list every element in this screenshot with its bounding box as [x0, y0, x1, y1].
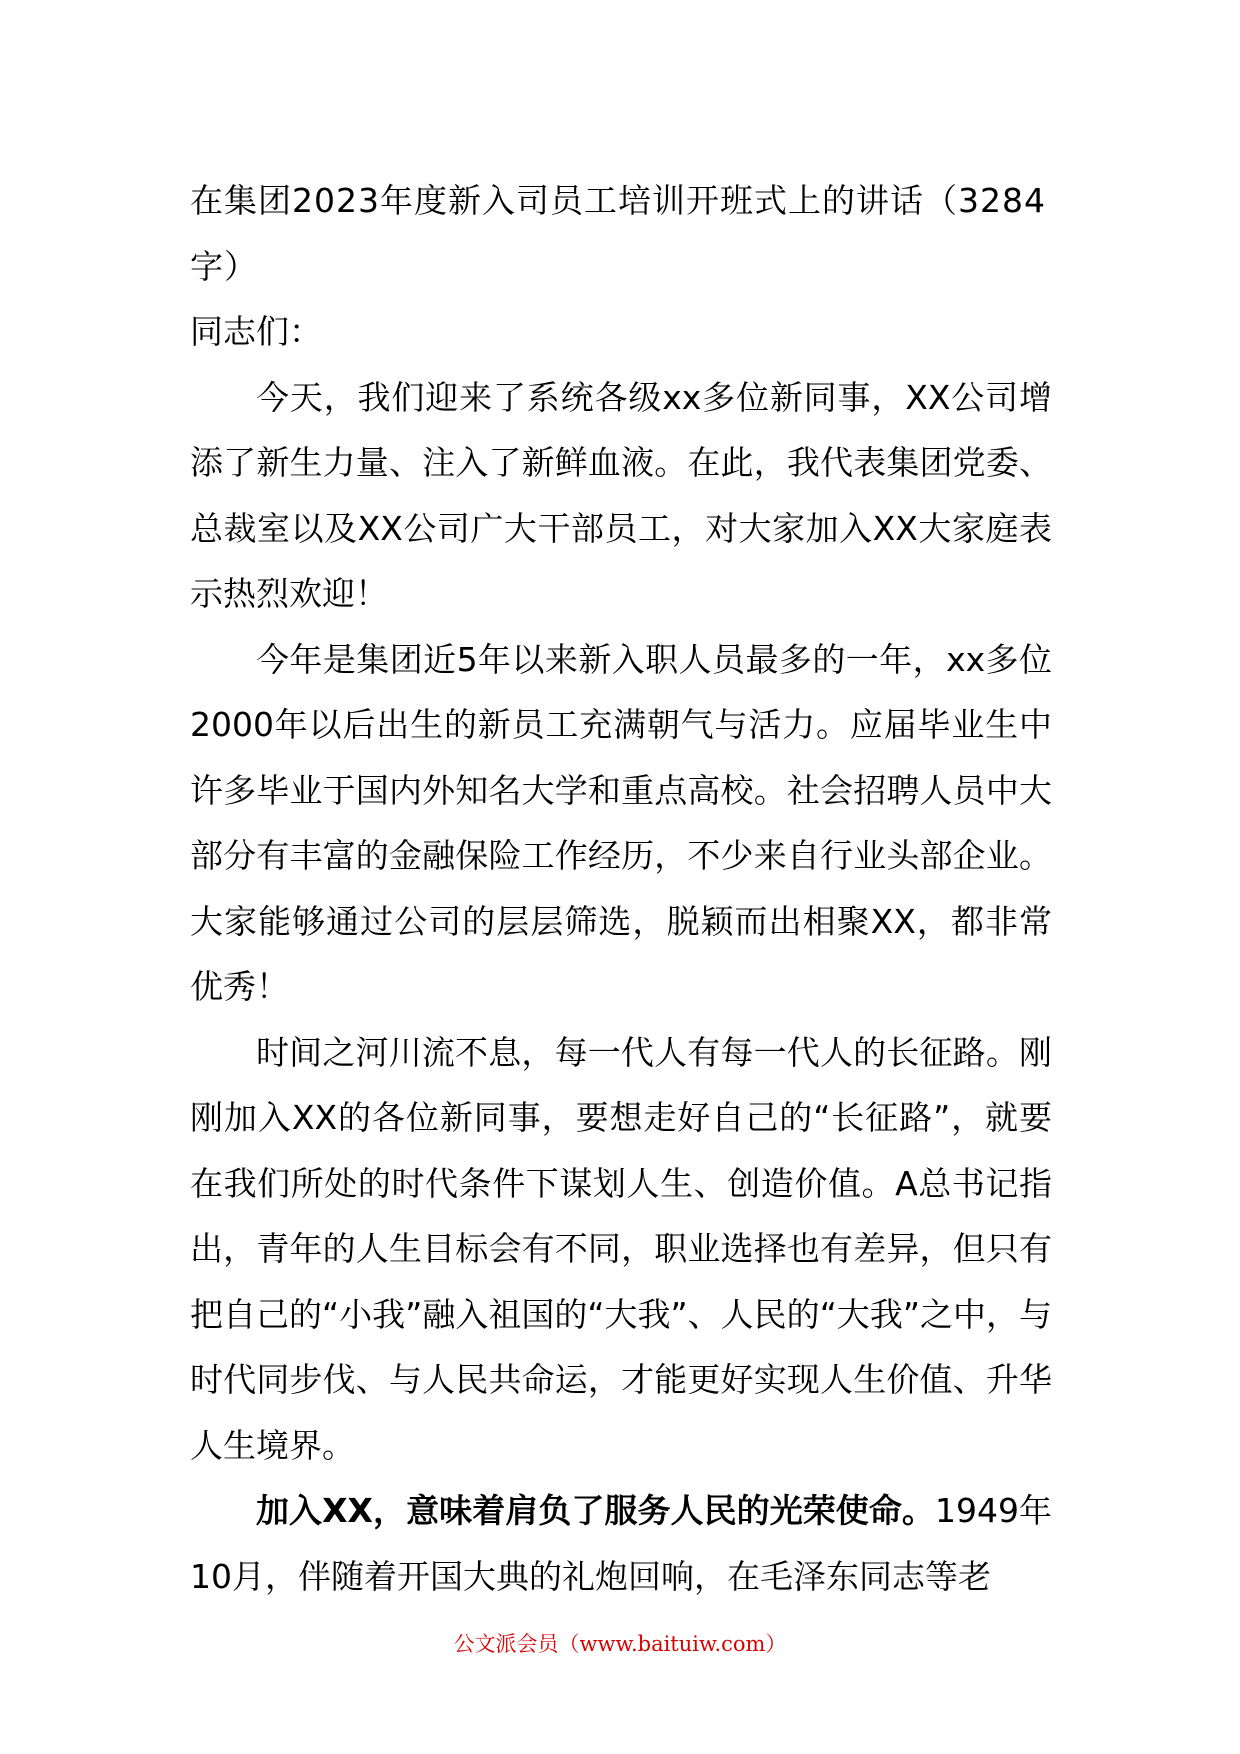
paragraph-text: 今天，我们迎来了系统各级xx多位新同事，XX公司增添了新生力量、注入了新鲜血液。在此，我代表集团党委、总裁室以及XX公司广大干部员工，对大家加入XX大家庭表示热烈欢迎！: [190, 377, 1052, 613]
footer-watermark: 公文派会员（www.baituiw.com）: [453, 1632, 787, 1656]
paragraph-4: [190, 1478, 1052, 1609]
paragraph-text: 时间之河川流不息，每一代人有每一代人的长征路。刚刚加入XX的各位新同事，要想走好自己的“长征路”，就要在我们所处的时代条件下谋划人生、创造价值。A总书记指出，青年的人生目标会有不同，职业选择也有差异，但只有把自己的“小我”融入祖国的“大我”、人民的“大我”之中，与时代同步伐、与人民共命运，才能更好实现人生价值、升华人生境界。: [190, 1032, 1052, 1465]
paragraph-1: [190, 365, 1052, 627]
paragraph-text: 今年是集团近5年以来新入职人员最多的一年，xx多位2000年以后出生的新员工充满朝气与活力。应届毕业生中许多毕业于国内外知名大学和重点高校。社会招聘人员中大部分有丰富的金融保险工作经历，不少来自行业头部企业。大家能够通过公司的层层筛选，脱颖而出相聚XX，都非常优秀！: [190, 639, 1052, 1006]
paragraph-3: [190, 1020, 1052, 1479]
document-body: [190, 168, 1052, 1609]
paragraph-2: [190, 627, 1052, 1020]
document-title: 在集团2023年度新入司员工培训开班式上的讲话（3284字）: [190, 181, 1046, 286]
salutation: 同志们：: [190, 312, 322, 351]
paragraph-text: 1949年10月，伴随着开国大典的礼炮回响，在毛泽东同志等老: [190, 1491, 1053, 1596]
paragraph-lead-bold: 加入XX，意味着肩负了服务人民的光荣使命。: [256, 1491, 935, 1530]
